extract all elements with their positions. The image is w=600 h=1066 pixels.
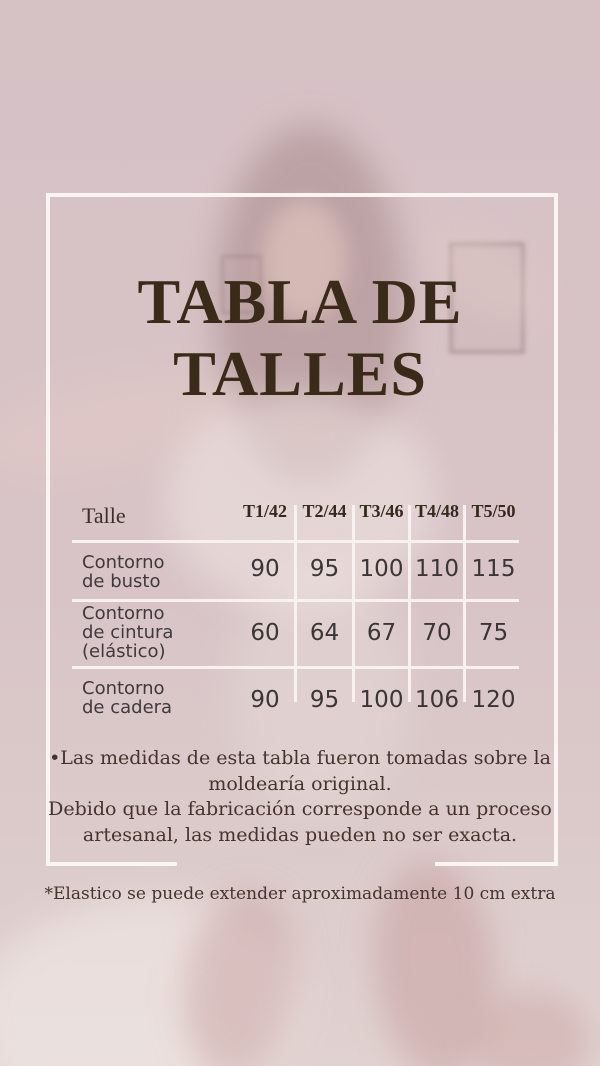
table-cell: 90 bbox=[250, 556, 280, 582]
table-cell: 64 bbox=[309, 620, 340, 646]
row-label-line: de cadera bbox=[82, 697, 173, 718]
measurement-notes bbox=[44, 746, 556, 848]
table-cell: 106 bbox=[415, 687, 459, 713]
table-cell: 75 bbox=[478, 620, 509, 646]
note-line: artesanal, las medidas pueden no ser exacta. bbox=[82, 823, 518, 846]
page-title bbox=[0, 266, 600, 410]
size-column-header: Talle bbox=[82, 503, 126, 528]
size-header-4: T4/48 bbox=[414, 501, 459, 521]
table-grid-vline-4 bbox=[463, 505, 466, 702]
table-cell: 67 bbox=[366, 620, 397, 646]
note-line: •Las medidas de esta tabla fueron tomadas sobre la bbox=[49, 747, 551, 769]
table-cell: 60 bbox=[250, 620, 280, 646]
row-label-line: de cintura bbox=[82, 622, 174, 643]
card-frame-bottom-right bbox=[435, 862, 558, 866]
elastic-footnote: *Elastico se puede extender aproximadamente 10 cm extra bbox=[44, 884, 556, 904]
page-title-line2: TALLES bbox=[173, 338, 427, 409]
note-line: moldearía original. bbox=[208, 772, 392, 795]
card-frame-bottom-left bbox=[46, 862, 177, 866]
table-cell: 115 bbox=[471, 556, 516, 582]
row-label-line: Contorno bbox=[82, 678, 165, 699]
table-cell: 95 bbox=[309, 687, 340, 713]
table-cell: 110 bbox=[415, 556, 459, 582]
table-grid-vline-2 bbox=[352, 505, 355, 702]
table-grid-vline-1 bbox=[294, 505, 297, 702]
page-title-line1: TABLA DE bbox=[137, 266, 463, 337]
note-line: Debido que la fabricación corresponde a un proceso bbox=[48, 798, 552, 820]
table-cell: 90 bbox=[250, 687, 280, 713]
row-label-line: Contorno bbox=[82, 552, 165, 573]
card-frame-top bbox=[46, 193, 558, 197]
row-label-line: (elástico) bbox=[82, 641, 166, 662]
size-header-1: T1/42 bbox=[242, 501, 287, 521]
table-cell: 120 bbox=[471, 687, 516, 713]
size-header-5: T5/50 bbox=[471, 501, 516, 521]
table-cell: 95 bbox=[309, 556, 340, 582]
row-label-line: de busto bbox=[82, 571, 161, 592]
table-cell: 100 bbox=[359, 687, 404, 713]
table-cell: 100 bbox=[359, 556, 404, 582]
table-cell: 70 bbox=[422, 620, 452, 646]
size-header-2: T2/44 bbox=[302, 501, 347, 521]
row-label-line: Contorno bbox=[82, 603, 165, 624]
size-header-3: T3/46 bbox=[359, 501, 404, 521]
table-grid-vline-3 bbox=[408, 505, 411, 702]
